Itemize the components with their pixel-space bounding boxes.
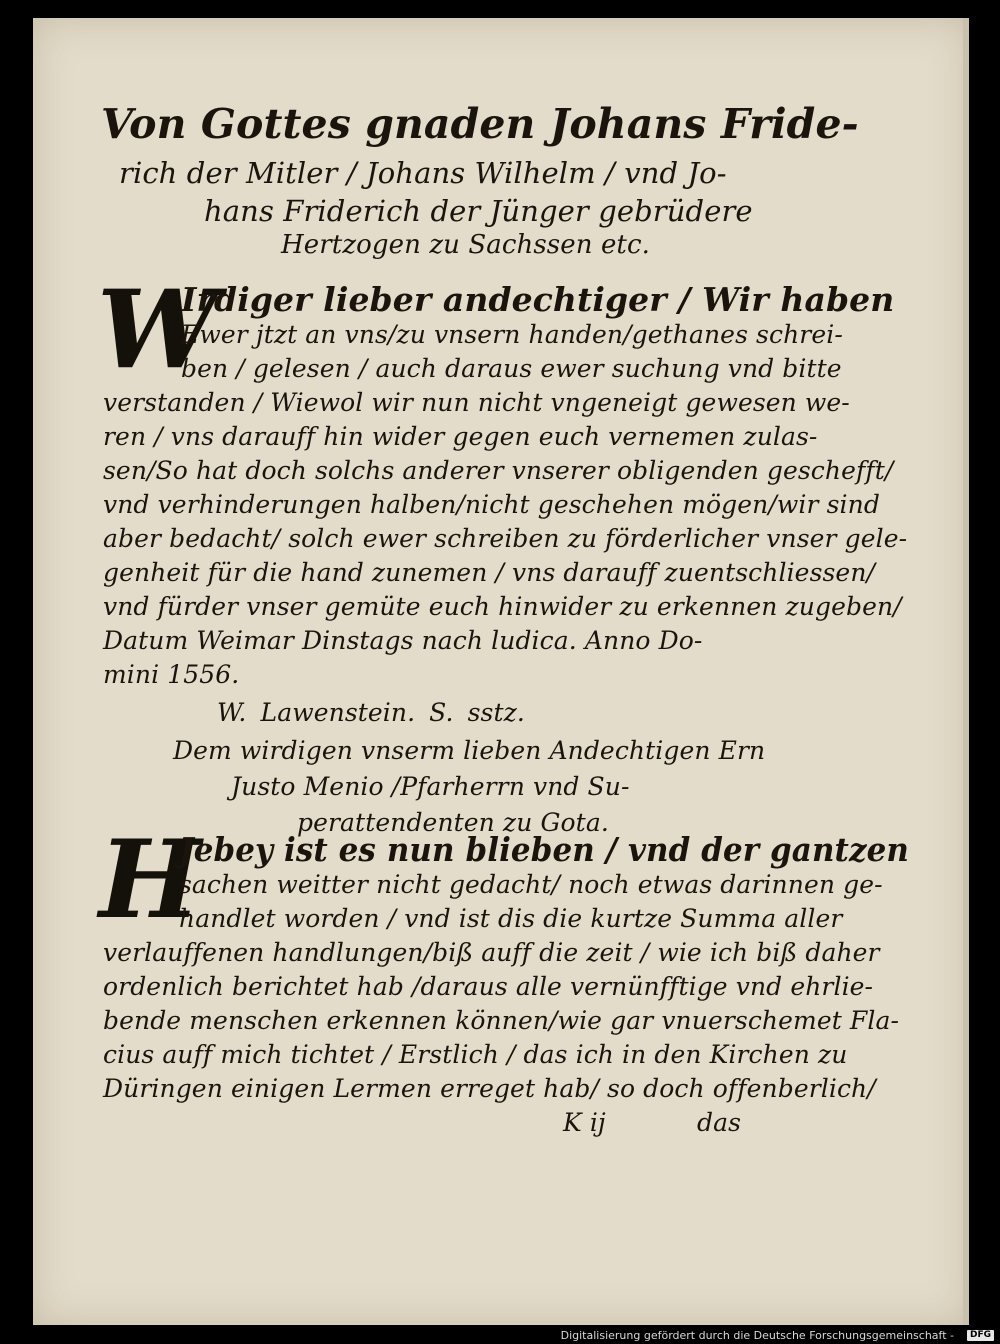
signature-mark: K ij xyxy=(563,1108,606,1137)
dfg-logo: DFG xyxy=(967,1330,994,1341)
narrative-line: verlauffenen handlungen/biß auff die zeit / wie ich biß daher xyxy=(103,938,880,967)
heading-line-1: Von Gottes gnaden Johans Fride- xyxy=(101,100,859,148)
narrative-line: sachen weitter nicht gedacht/ noch etwas darinnen ge- xyxy=(179,870,883,899)
letter-line: mini 1556. xyxy=(103,660,240,689)
letter-line: genheit für die hand zunemen / vns darauff zuentschliessen/ xyxy=(103,558,876,587)
narrative-line: cius auff mich tichtet / Erstlich / das ich in den Kirchen zu xyxy=(103,1040,848,1069)
narrative-line: ordenlich berichtet hab /daraus alle vernünfftige vnd ehrlie- xyxy=(103,972,874,1001)
book-page xyxy=(33,18,969,1325)
address-line-2: Justo Menio /Pfarherrn vnd Su- xyxy=(231,772,630,801)
digitization-credit: Digitalisierung gefördert durch die Deutsche Forschungsgemeinschaft - xyxy=(560,1329,954,1342)
narrative-line: bende menschen erkennen können/wie gar vnuerschemet Fla- xyxy=(103,1006,900,1035)
heading-line-2: rich der Mitler / Johans Wilhelm / vnd Jo- xyxy=(119,156,727,190)
letter-line: Ewer jtzt an vns/zu vnsern handen/gethanes schrei- xyxy=(181,320,843,349)
narrative-dropcap: H xyxy=(99,817,202,943)
narrative-line: Jebey ist es nun blieben / vnd der gantzen xyxy=(179,830,909,869)
catchword: das xyxy=(697,1108,742,1137)
letter-line: aber bedacht/ solch ewer schreiben zu förderlicher vnser gele- xyxy=(103,524,908,553)
heading-line-3: hans Friderich der Jünger gebrüdere xyxy=(204,194,753,228)
letter-line: vnd fürder vnser gemüte euch hinwider zu erkennen zugeben/ xyxy=(103,592,902,621)
letter-line: ren / vns darauff hin wider gegen euch vernemen zulas- xyxy=(103,422,818,451)
address-line-3: perattendenten zu Gota. xyxy=(297,808,609,837)
letter-line: sen/So hat doch solchs anderer vnserer obligenden geschefft/ xyxy=(103,456,894,485)
heading-line-4: Hertzogen zu Sachssen etc. xyxy=(281,230,650,260)
letter-line: verstanden / Wiewol wir nun nicht vngeneigt gewesen we- xyxy=(103,388,850,417)
letter-line: Datum Weimar Dinstags nach ludica. Anno Do- xyxy=(103,626,703,655)
letter-line: vnd verhinderungen halben/nicht geschehen mögen/wir sind xyxy=(103,490,880,519)
letter-dropcap: W xyxy=(97,267,219,393)
letter-signature: W. Lawenstein. S. sstz. xyxy=(217,698,525,727)
letter-line: ben / gelesen / auch daraus ewer suchung vnd bitte xyxy=(181,354,842,383)
address-line-1: Dem wirdigen vnserm lieben Andechtigen Ern xyxy=(173,736,766,765)
narrative-line: handlet worden / vnd ist dis die kurtze Summa aller xyxy=(179,904,843,933)
letter-line: Irdiger lieber andechtiger / Wir haben xyxy=(181,280,895,319)
narrative-line: Düringen einigen Lermen erreget hab/ so doch offenberlich/ xyxy=(103,1074,876,1103)
